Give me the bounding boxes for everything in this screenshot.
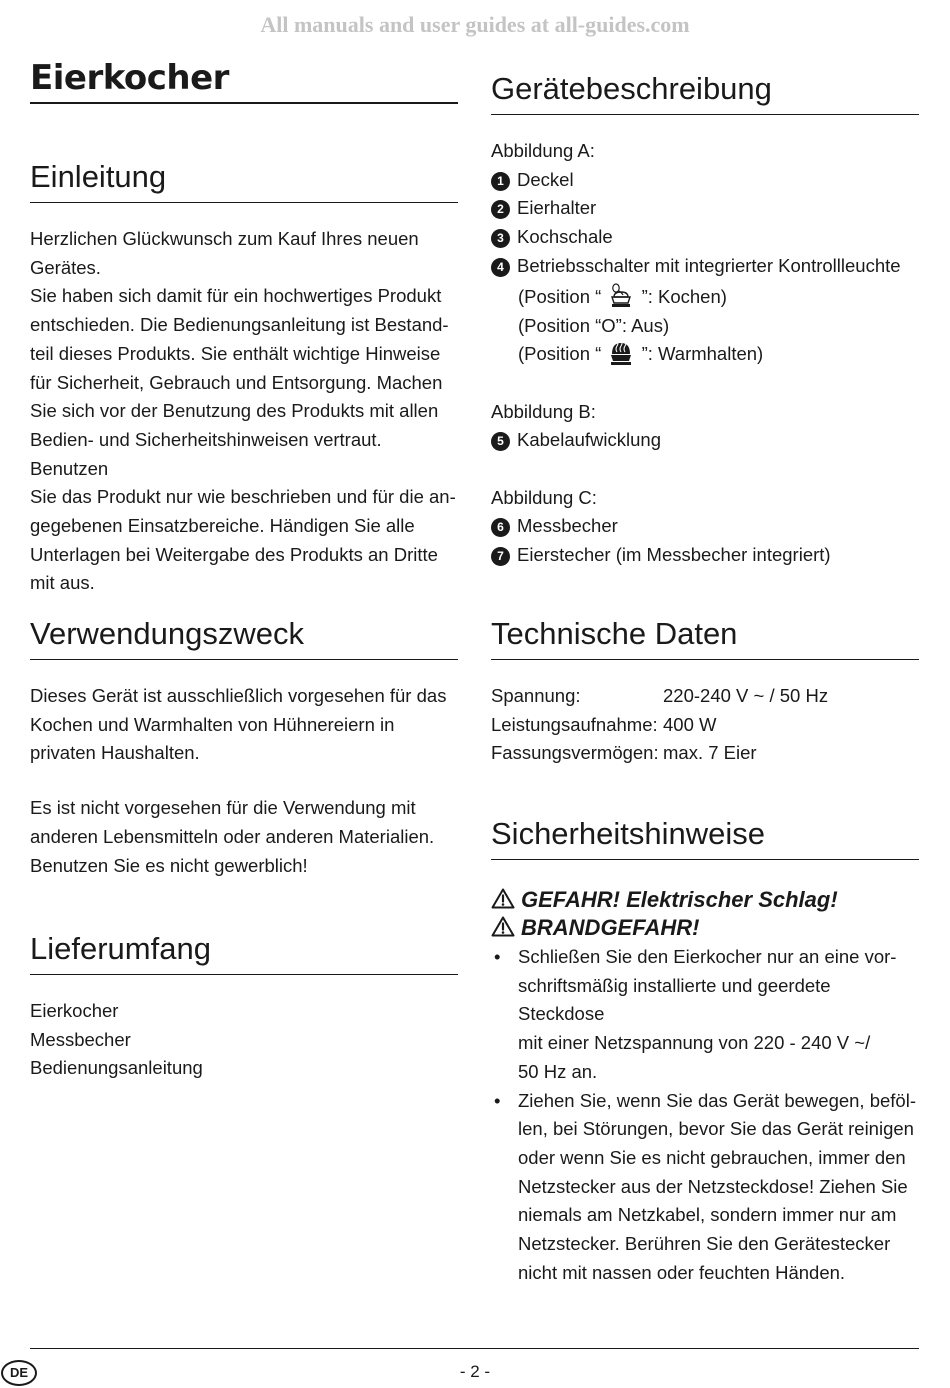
- part-label: Betriebsschalter mit integrierter Kontrollleuchte: [517, 254, 901, 276]
- figure-label: Abbildung C:: [491, 486, 597, 508]
- tech-value: 220-240 V ~ / 50 Hz: [663, 685, 829, 706]
- warning-text: GEFAHR! Elektrischer Schlag!: [521, 887, 838, 912]
- part-label: Eierstecher (im Messbecher integriert): [517, 544, 831, 566]
- parts-list: [491, 137, 919, 570]
- figure-label: Abbildung B:: [491, 400, 596, 422]
- language-badge: DE: [1, 1360, 37, 1386]
- part-number-badge: 2: [491, 200, 510, 219]
- warning-text: BRANDGEFAHR!: [521, 915, 700, 940]
- text-line: Netzstecker aus der Netzsteckdose! Ziehen Sie: [518, 1175, 908, 1197]
- einleitung-text: [30, 225, 458, 598]
- tech-value: 400 W: [663, 713, 717, 735]
- text-line: Kochen und Warmhalten von Hühnereiern in: [30, 713, 395, 735]
- einleitung-heading: Einleitung: [30, 158, 458, 203]
- text-line: oder wenn Sie es nicht gebrauchen, immer den: [518, 1146, 906, 1168]
- text-line: Gerätes.: [30, 256, 101, 278]
- part-item: [491, 426, 919, 455]
- switch-position-off: (Position “O”: Aus): [518, 314, 670, 336]
- position-prefix: (Position “: [518, 343, 602, 365]
- text-line: Herzlichen Glückwunsch zum Kauf Ihres neuen: [30, 228, 419, 249]
- document-title-section: [30, 58, 458, 104]
- lieferumfang-section: [30, 930, 458, 1083]
- tech-row: [491, 711, 919, 740]
- warning-fire: [491, 914, 919, 942]
- technische-daten-heading: Technische Daten: [491, 615, 919, 660]
- part-number-badge: 5: [491, 432, 510, 451]
- position-suffix: ”: Warmhalten): [641, 343, 764, 365]
- text-line: Es ist nicht vorgesehen für die Verwendung mit: [30, 797, 416, 819]
- lieferumfang-heading: Lieferumfang: [30, 930, 458, 975]
- part-item: [491, 252, 919, 281]
- part-label: Kochschale: [517, 226, 613, 248]
- document-title: Eierkocher: [30, 58, 458, 104]
- part-item: [491, 541, 919, 570]
- position-prefix: (Position “: [518, 285, 602, 307]
- text-line: niemals am Netzkabel, sondern immer nur am: [518, 1204, 897, 1226]
- text-line: teil dieses Produkts. Sie enthält wichtige Hinweise: [30, 342, 441, 364]
- text-line: len, bei Störungen, bevor Sie das Gerät reinigen: [518, 1118, 914, 1140]
- tech-row: [491, 739, 919, 768]
- verwendungszweck-heading: Verwendungszweck: [30, 615, 458, 660]
- part-item: [491, 166, 919, 195]
- part-number-badge: 4: [491, 258, 510, 277]
- part-item: [491, 512, 919, 541]
- list-item: Bedienungsanleitung: [30, 1057, 203, 1079]
- switch-position-warm: [491, 340, 919, 369]
- sicherheitshinweise-heading: Sicherheitshinweise: [491, 815, 919, 860]
- part-label: Kabelaufwicklung: [517, 429, 661, 451]
- text-line: • Ziehen Sie, wenn Sie das Gerät bewegen, beföl-: [518, 1089, 916, 1111]
- text-line: privaten Haushalten.: [30, 742, 200, 764]
- text-line: Unterlagen bei Weitergabe des Produkts an Dritte: [30, 543, 438, 565]
- text-line: mit aus.: [30, 572, 95, 594]
- list-item: Messbecher: [30, 1028, 131, 1050]
- technische-daten-section: [491, 615, 919, 768]
- part-label: Deckel: [517, 168, 574, 190]
- text-line: nicht mit nassen oder feuchten Händen.: [518, 1261, 846, 1283]
- list-item: [491, 1087, 919, 1288]
- sicherheitshinweise-section: [491, 815, 919, 1287]
- part-label: Messbecher: [517, 515, 618, 537]
- figure-label: Abbildung A:: [491, 140, 595, 161]
- text-line: • Schließen Sie den Eierkocher nur an eine vor-: [518, 946, 897, 967]
- text-line: gegebenen Einsatzbereiche. Händigen Sie alle: [30, 515, 415, 537]
- text-line: Sie haben sich damit für ein hochwertiges Produkt: [30, 285, 442, 307]
- list-item: [491, 943, 919, 1087]
- text-line: Dieses Gerät ist ausschließlich vorgesehen für das: [30, 685, 447, 706]
- tech-table: [491, 682, 919, 768]
- position-suffix: ”: Kochen): [641, 285, 727, 307]
- part-item: [491, 223, 919, 252]
- text-line: mit einer Netzspannung von 220 - 240 V ~/: [518, 1032, 871, 1054]
- part-number-badge: 6: [491, 518, 510, 537]
- part-number-badge: 3: [491, 229, 510, 248]
- verwendungszweck-paragraph-2: [30, 794, 458, 880]
- part-number-badge: 7: [491, 547, 510, 566]
- geraetebeschreibung-section: [491, 70, 919, 570]
- tech-value: max. 7 Eier: [663, 742, 757, 764]
- verwendungszweck-section: [30, 615, 458, 880]
- einleitung-section: [30, 158, 458, 598]
- geraetebeschreibung-heading: Gerätebeschreibung: [491, 70, 919, 115]
- text-line: Benutzen Sie es nicht gewerblich!: [30, 854, 308, 876]
- part-number-badge: 1: [491, 172, 510, 191]
- page-number: - 2 -: [459, 1362, 491, 1381]
- text-line: schriftsmäßig installierte und geerdete Steckdose: [518, 974, 831, 1025]
- warning-electric-shock: [491, 886, 919, 914]
- warning-triangle-icon: [491, 916, 515, 937]
- text-line: Bedien- und Sicherheitshinweisen vertraut. Benutzen: [30, 428, 382, 479]
- verwendungszweck-paragraph-1: [30, 682, 458, 768]
- text-line: entschieden. Die Bedienungsanleitung ist Bestand-: [30, 314, 449, 336]
- tech-label: Fassungsvermögen:: [491, 742, 659, 764]
- text-line: anderen Lebensmitteln oder anderen Materialien.: [30, 825, 435, 847]
- tech-label: Spannung:: [491, 685, 581, 706]
- text-line: Sie das Produkt nur wie beschrieben und für die an-: [30, 486, 456, 508]
- part-item: [491, 194, 919, 223]
- tech-label: Leistungsaufnahme:: [491, 713, 658, 735]
- text-line: 50 Hz an.: [518, 1060, 598, 1082]
- text-line: Netzstecker. Berühren Sie den Gerätestecker: [518, 1233, 891, 1255]
- warning-triangle-icon: [491, 888, 515, 909]
- tech-row: [491, 682, 919, 711]
- safety-bullet-list: [491, 943, 919, 1287]
- text-line: Sie sich vor der Benutzung des Produkts mit allen: [30, 400, 439, 422]
- egg-cooker-cook-icon: [606, 283, 636, 309]
- egg-cooker-warm-icon: [606, 340, 636, 366]
- text-line: für Sicherheit, Gebrauch und Entsorgung. Machen: [30, 371, 443, 393]
- list-item: Eierkocher: [30, 1000, 119, 1021]
- warnings: [491, 886, 919, 942]
- watermark: All manuals and user guides at all-guides.com: [260, 12, 690, 37]
- switch-position-cook: [491, 281, 919, 312]
- footer-divider: [30, 1348, 919, 1349]
- part-label: Eierhalter: [517, 197, 597, 219]
- lieferumfang-list: [30, 997, 458, 1083]
